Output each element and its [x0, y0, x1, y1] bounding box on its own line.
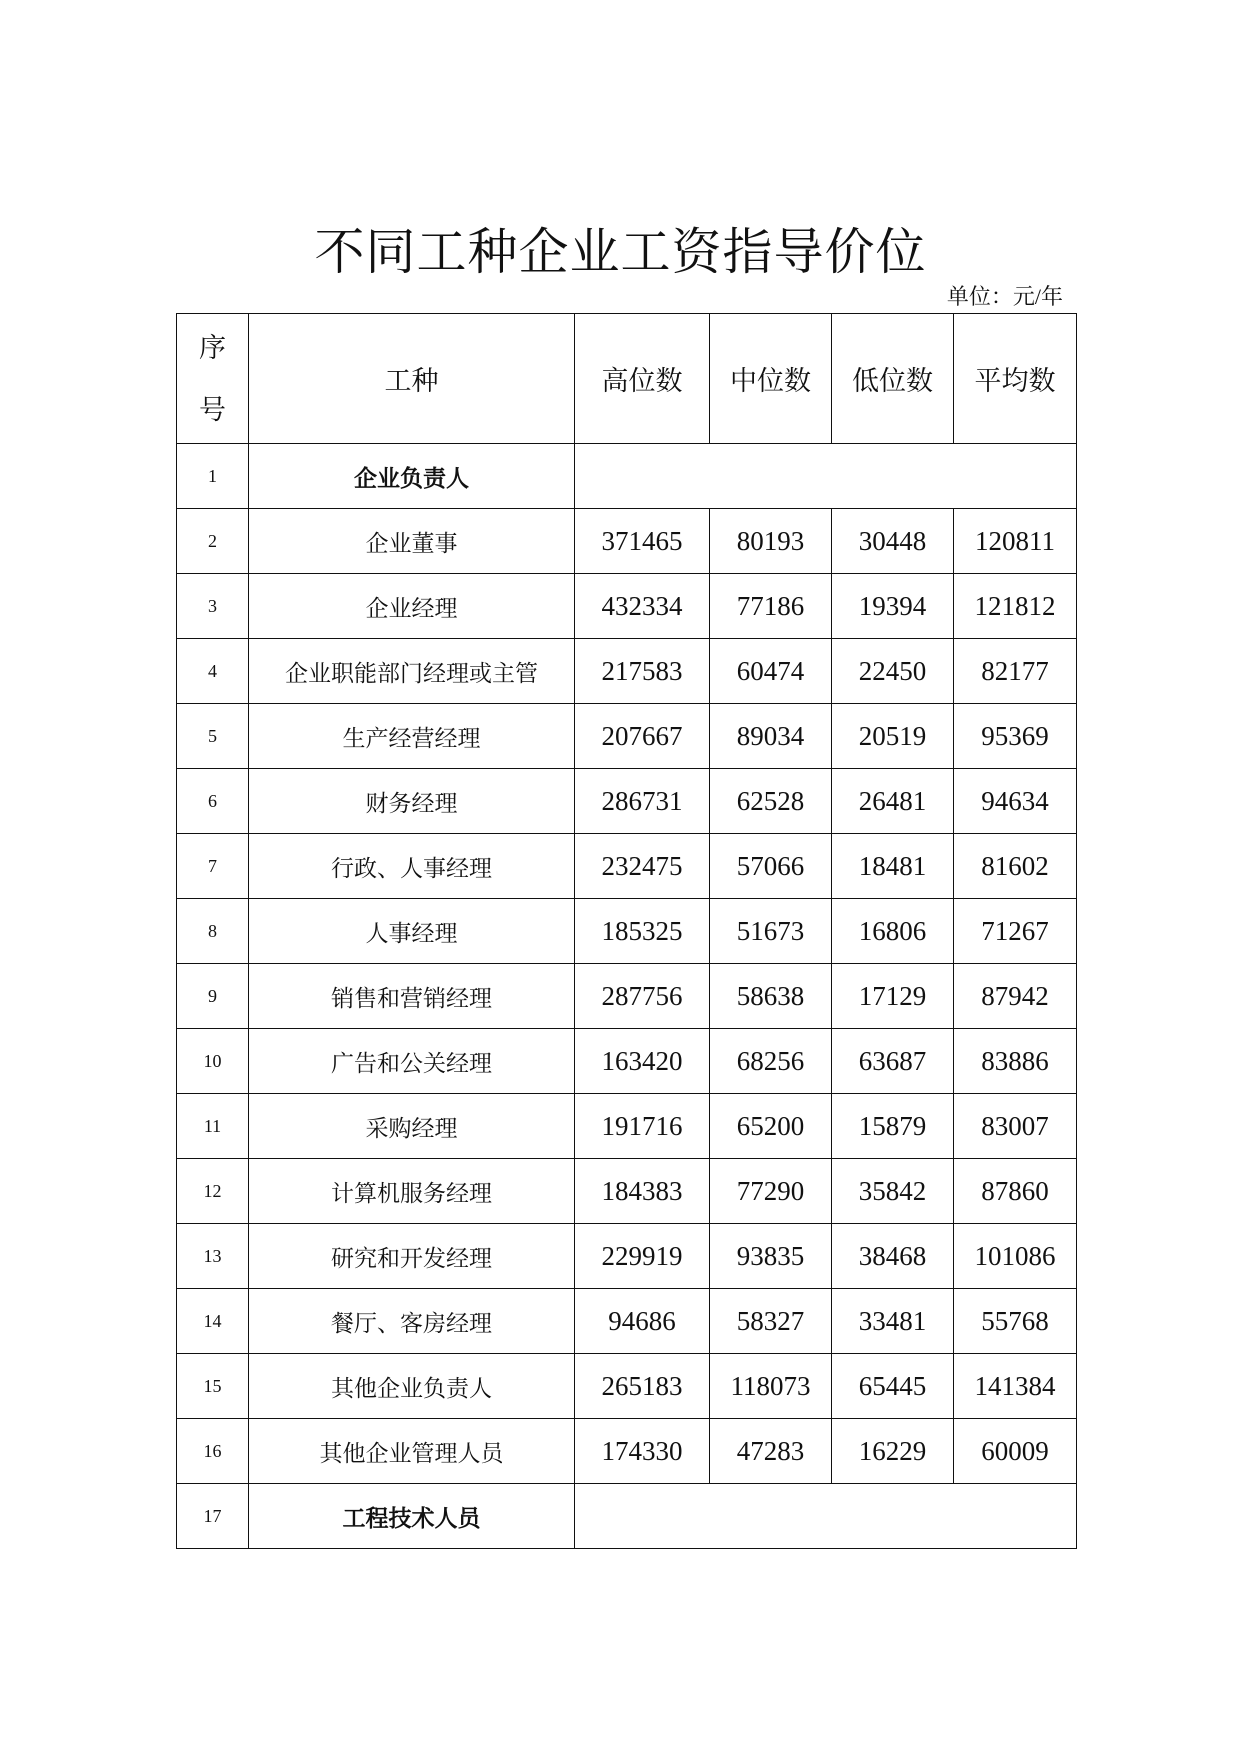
high-value: 232475 [575, 834, 710, 899]
row-number: 14 [177, 1289, 249, 1354]
high-value: 163420 [575, 1029, 710, 1094]
table-row [177, 574, 1077, 639]
table-row [177, 769, 1077, 834]
median-value: 80193 [710, 509, 832, 574]
low-value: 16229 [832, 1419, 954, 1484]
job-name: 餐厅、客房经理 [249, 1289, 575, 1354]
average-value: 60009 [954, 1419, 1077, 1484]
high-value: 229919 [575, 1224, 710, 1289]
empty-cell [575, 1484, 1077, 1549]
row-number: 10 [177, 1029, 249, 1094]
low-value: 20519 [832, 704, 954, 769]
high-value: 217583 [575, 639, 710, 704]
row-number: 13 [177, 1224, 249, 1289]
row-number: 4 [177, 639, 249, 704]
row-number: 6 [177, 769, 249, 834]
job-name: 生产经营经理 [249, 704, 575, 769]
median-value: 62528 [710, 769, 832, 834]
table-row [177, 509, 1077, 574]
low-value: 16806 [832, 899, 954, 964]
section-row [177, 1484, 1077, 1549]
high-value: 207667 [575, 704, 710, 769]
header-no-line2: 号 [199, 394, 226, 425]
header-job: 工种 [249, 314, 575, 444]
row-number: 17 [177, 1484, 249, 1549]
low-value: 35842 [832, 1159, 954, 1224]
low-value: 17129 [832, 964, 954, 1029]
job-name: 企业职能部门经理或主管 [249, 639, 575, 704]
job-name: 企业董事 [249, 509, 575, 574]
wage-table [176, 313, 1077, 1549]
low-value: 15879 [832, 1094, 954, 1159]
job-name: 其他企业管理人员 [249, 1419, 575, 1484]
row-number: 8 [177, 899, 249, 964]
median-value: 47283 [710, 1419, 832, 1484]
section-title: 企业负责人 [249, 444, 575, 509]
job-name: 人事经理 [249, 899, 575, 964]
median-value: 68256 [710, 1029, 832, 1094]
low-value: 65445 [832, 1354, 954, 1419]
table-row [177, 1224, 1077, 1289]
average-value: 120811 [954, 509, 1077, 574]
header-high: 高位数 [575, 314, 710, 444]
high-value: 185325 [575, 899, 710, 964]
low-value: 22450 [832, 639, 954, 704]
job-name: 企业经理 [249, 574, 575, 639]
average-value: 83886 [954, 1029, 1077, 1094]
median-value: 118073 [710, 1354, 832, 1419]
row-number: 1 [177, 444, 249, 509]
average-value: 55768 [954, 1289, 1077, 1354]
high-value: 174330 [575, 1419, 710, 1484]
page-title: 不同工种企业工资指导价位 [314, 224, 927, 280]
median-value: 65200 [710, 1094, 832, 1159]
average-value: 121812 [954, 574, 1077, 639]
job-name: 财务经理 [249, 769, 575, 834]
high-value: 371465 [575, 509, 710, 574]
median-value: 77290 [710, 1159, 832, 1224]
table-row [177, 704, 1077, 769]
high-value: 94686 [575, 1289, 710, 1354]
row-number: 11 [177, 1094, 249, 1159]
table-row [177, 834, 1077, 899]
low-value: 26481 [832, 769, 954, 834]
section-title: 工程技术人员 [249, 1484, 575, 1549]
table-row [177, 1094, 1077, 1159]
job-name: 广告和公关经理 [249, 1029, 575, 1094]
header-average: 平均数 [954, 314, 1077, 444]
table-row [177, 1419, 1077, 1484]
row-number: 12 [177, 1159, 249, 1224]
high-value: 265183 [575, 1354, 710, 1419]
median-value: 89034 [710, 704, 832, 769]
median-value: 93835 [710, 1224, 832, 1289]
low-value: 19394 [832, 574, 954, 639]
table-row [177, 639, 1077, 704]
job-name: 销售和营销经理 [249, 964, 575, 1029]
job-name: 计算机服务经理 [249, 1159, 575, 1224]
median-value: 51673 [710, 899, 832, 964]
job-name: 其他企业负责人 [249, 1354, 575, 1419]
average-value: 81602 [954, 834, 1077, 899]
row-number: 9 [177, 964, 249, 1029]
high-value: 287756 [575, 964, 710, 1029]
job-name: 行政、人事经理 [249, 834, 575, 899]
header-no-line1: 序 [199, 332, 226, 363]
average-value: 87860 [954, 1159, 1077, 1224]
average-value: 87942 [954, 964, 1077, 1029]
header-median: 中位数 [710, 314, 832, 444]
median-value: 58638 [710, 964, 832, 1029]
median-value: 60474 [710, 639, 832, 704]
row-number: 15 [177, 1354, 249, 1419]
row-number: 2 [177, 509, 249, 574]
unit-label: 单位：元/年 [946, 284, 1063, 309]
low-value: 63687 [832, 1029, 954, 1094]
high-value: 432334 [575, 574, 710, 639]
median-value: 77186 [710, 574, 832, 639]
high-value: 184383 [575, 1159, 710, 1224]
header-low: 低位数 [832, 314, 954, 444]
header-row [177, 314, 1077, 444]
median-value: 57066 [710, 834, 832, 899]
high-value: 191716 [575, 1094, 710, 1159]
average-value: 101086 [954, 1224, 1077, 1289]
empty-cell [575, 444, 1077, 509]
average-value: 141384 [954, 1354, 1077, 1419]
table-row [177, 1289, 1077, 1354]
job-name: 研究和开发经理 [249, 1224, 575, 1289]
median-value: 58327 [710, 1289, 832, 1354]
average-value: 94634 [954, 769, 1077, 834]
low-value: 30448 [832, 509, 954, 574]
row-number: 3 [177, 574, 249, 639]
low-value: 38468 [832, 1224, 954, 1289]
average-value: 82177 [954, 639, 1077, 704]
table-row [177, 1159, 1077, 1224]
low-value: 18481 [832, 834, 954, 899]
average-value: 83007 [954, 1094, 1077, 1159]
average-value: 71267 [954, 899, 1077, 964]
row-number: 7 [177, 834, 249, 899]
average-value: 95369 [954, 704, 1077, 769]
row-number: 16 [177, 1419, 249, 1484]
table-row [177, 899, 1077, 964]
section-row [177, 444, 1077, 509]
row-number: 5 [177, 704, 249, 769]
table-row [177, 1354, 1077, 1419]
job-name: 采购经理 [249, 1094, 575, 1159]
high-value: 286731 [575, 769, 710, 834]
table-row [177, 1029, 1077, 1094]
low-value: 33481 [832, 1289, 954, 1354]
header-no [177, 314, 249, 444]
table-row [177, 964, 1077, 1029]
